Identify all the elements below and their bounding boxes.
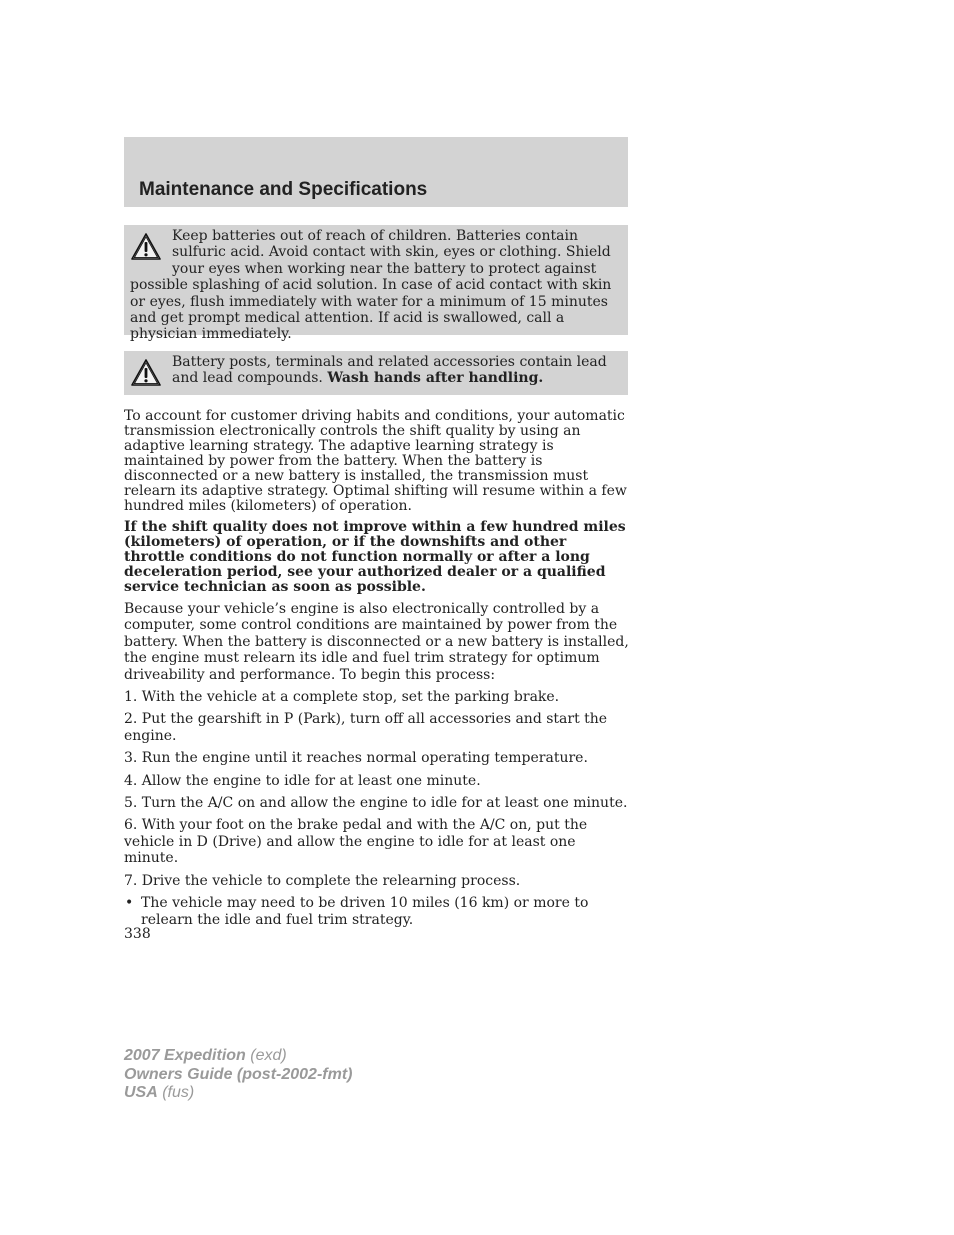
document-footer [124,1047,352,1103]
page-number: 338 [124,926,151,942]
body-content [124,409,630,934]
bullet-note [124,895,630,928]
list-item: 3. Run the engine until it reaches normal operating temperature. [124,750,588,767]
footer-market-code: (fus) [157,1084,195,1101]
footer-line-model [124,1047,352,1066]
list-item: 2. Put the gearshift in P (Park), turn off all accessories and start the engine. [124,711,608,744]
bullet-text: The vehicle may need to be driven 10 miles (16 km) or more to relearn the idle and fuel trim strategy. [141,895,589,928]
list-item: 1. With the vehicle at a complete stop, set the parking brake. [124,689,560,706]
warning-box-battery-acid [124,225,628,343]
warning-text [130,354,622,387]
footer-model-code: (exd) [245,1047,287,1064]
bullet-icon: • [125,895,134,912]
warning-text: Keep batteries out of reach of children. Batteries contain sulfuric acid. Avoid contact with skin, eyes or clothing. Shield your eyes when working near the battery to protect against possible splashing of acid solution. In case of acid contact with skin or eyes, flush immediately with water for a minimum of 15 minutes and get prompt medical attention. If acid is swallowed, call a physician immediately. [130,228,612,343]
paragraph-shift-quality: If the shift quality does not improve within a few hundred miles (kilometers) of operation, or if the downshifts and other throttle conditions do not function normally or after a long deceleration period, see your authorized dealer or a qualified service technician as soon as possible. [124,519,626,595]
warning-text-main: Battery posts, terminals and related accessories contain lead and lead compounds. [172,354,607,387]
paragraph-transmission: To account for customer driving habits and conditions, your automatic transmission electronically controls the shift quality by using an adaptive learning strategy. The adaptive learning strategy is maintained by power from the battery. When the battery is disconnected or a new battery is installed, the transmission must relearn its adaptive strategy. Optimal shifting will resume within a few hundred miles (kilometers) of operation. [124,408,627,514]
list-item: 5. Turn the A/C on and allow the engine to idle for at least one minute. [124,795,628,812]
list-item: 7. Drive the vehicle to complete the relearning process. [124,872,521,889]
section-title: Maintenance and Specifications [139,179,428,200]
warning-triangle-icon [130,358,162,388]
list-item: 6. With your foot on the brake pedal and with the A/C on, put the vehicle in D (Drive) and allow the engine to idle for at least one minute. [124,817,588,867]
warning-box-lead [124,351,628,395]
footer-market: USA [124,1084,158,1101]
paragraph-engine: Because your vehicle’s engine is also electronically controlled by a computer, some control conditions are maintained by power from the battery. When the battery is disconnected or a new battery is installed, the engine must relearn its idle and fuel trim strategy for optimum driveability and performance. To begin this process: [124,601,629,683]
warning-triangle-icon [130,232,162,262]
footer-guide: Owners Guide (post-2002-fmt) [124,1065,353,1083]
relearn-steps-list [124,689,630,889]
footer-line-market [124,1084,352,1103]
list-item: 4. Allow the engine to idle for at least one minute. [124,772,481,789]
footer-model: 2007 Expedition [124,1047,246,1064]
warning-emphasis: Wash hands after handling. [327,370,544,387]
section-header [124,137,628,207]
